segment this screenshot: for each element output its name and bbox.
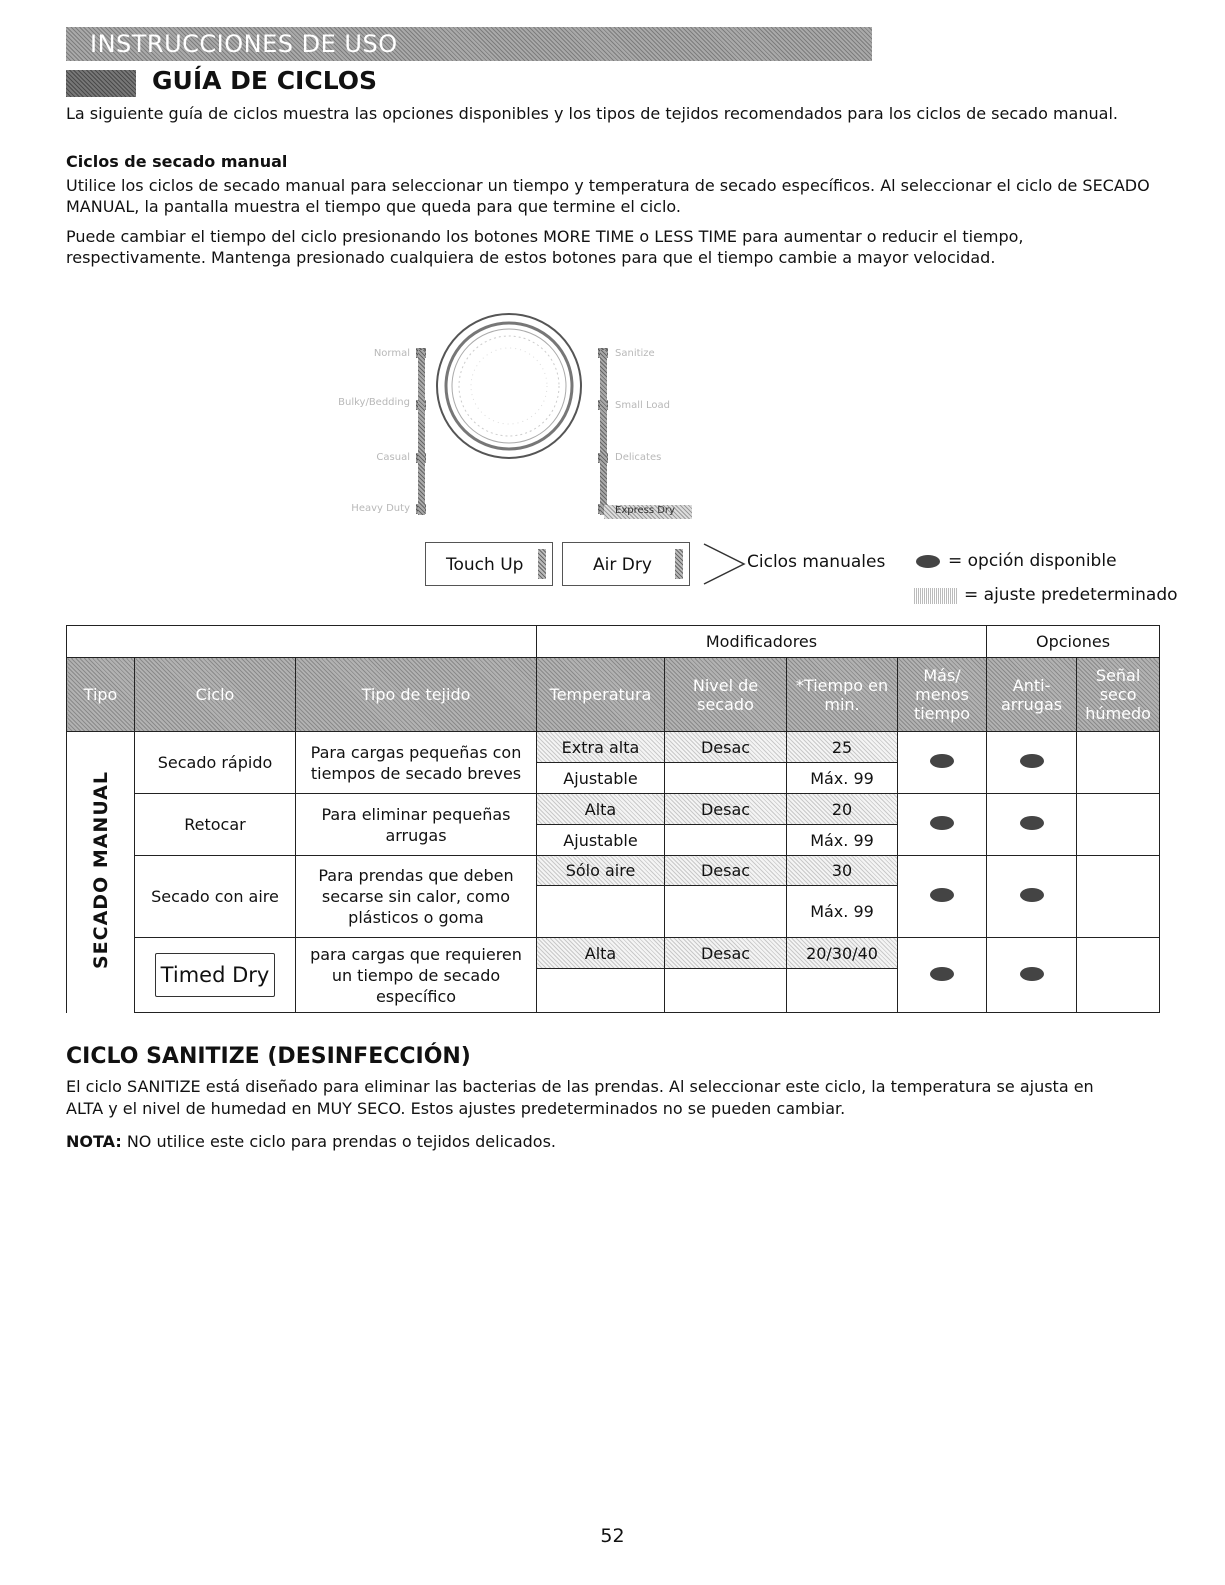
sanitize-title: CICLO SANITIZE (DESINFECCIÓN) bbox=[66, 1044, 471, 1069]
dial-knob bbox=[428, 255, 590, 517]
dial-label-normal: Normal bbox=[373, 348, 410, 359]
col-header-damp-signal: Señal seco húmedo bbox=[1077, 658, 1160, 732]
table-row bbox=[67, 794, 1160, 825]
note-label: NOTA: bbox=[66, 1132, 122, 1151]
table-row bbox=[67, 856, 1160, 886]
col-header-temperature: Temperatura bbox=[537, 658, 665, 732]
time-max: Máx. 99 bbox=[787, 886, 898, 938]
col-header-time: *Tiempo en min. bbox=[787, 658, 898, 732]
cycle-cell: Retocar bbox=[135, 794, 296, 856]
level-adjust bbox=[665, 763, 787, 794]
cycle-guide-table bbox=[66, 625, 1160, 1013]
temp-default: Extra alta bbox=[537, 732, 665, 763]
legend-default: = ajuste predeterminado bbox=[964, 585, 1178, 605]
legend-available: = opción disponible bbox=[948, 551, 1117, 571]
available-dot-icon bbox=[916, 555, 940, 568]
table-row bbox=[67, 938, 1160, 969]
type-cell bbox=[67, 732, 135, 1013]
manual-paragraph-1a: Utilice los ciclos de secado manual para seleccionar un tiempo y temperatura de secado específicos. Al seleccionar el ciclo de SECADO bbox=[66, 176, 1150, 195]
time-max bbox=[787, 969, 898, 1013]
air-dry-label: Air Dry bbox=[593, 555, 652, 575]
dial-label-casual: Casual bbox=[376, 452, 410, 463]
dial-label-delicates: Delicates bbox=[615, 452, 662, 463]
manual-cycles-label: Ciclos manuales bbox=[747, 552, 886, 572]
temp-adjust: Ajustable bbox=[537, 763, 665, 794]
cycle-cell: Secado con aire bbox=[135, 856, 296, 938]
intro-text: La siguiente guía de ciclos muestra las opciones disponibles y los tipos de tejidos recomendados para los ciclos de secado manual. bbox=[66, 104, 1118, 123]
col-header-type: Tipo bbox=[67, 658, 135, 732]
time-default: 20/30/40 bbox=[787, 938, 898, 969]
temp-default: Sólo aire bbox=[537, 856, 665, 886]
temp-adjust: Ajustable bbox=[537, 825, 665, 856]
dial-label-small-load: Small Load bbox=[615, 400, 670, 411]
col-header-cycle: Ciclo bbox=[135, 658, 296, 732]
options-header: Opciones bbox=[987, 626, 1160, 658]
dial-illustration bbox=[320, 255, 720, 525]
table-row bbox=[67, 732, 1160, 763]
temp-default: Alta bbox=[537, 938, 665, 969]
cycle-cell: Secado rápido bbox=[135, 732, 296, 794]
available-dot-icon bbox=[1020, 967, 1044, 981]
level-adjust bbox=[665, 825, 787, 856]
fabric-cell: Para cargas pequeñas con tiempos de secado breves bbox=[296, 732, 537, 794]
dial-label-bulky: Bulky/Bedding bbox=[338, 397, 410, 408]
level-adjust bbox=[665, 886, 787, 938]
temp-default: Alta bbox=[537, 794, 665, 825]
manual-title: Ciclos de secado manual bbox=[66, 152, 288, 171]
col-header-wrinkle: Anti- arrugas bbox=[987, 658, 1077, 732]
dial-label-express-dry: Express Dry bbox=[615, 505, 675, 516]
available-dot-icon bbox=[1020, 816, 1044, 830]
section-banner: INSTRUCCIONES DE USO bbox=[66, 27, 872, 61]
sanitize-paragraph-a: El ciclo SANITIZE está diseñado para eliminar las bacterias de las prendas. Al seleccionar este ciclo, la temperatura se ajusta en bbox=[66, 1077, 1094, 1096]
level-default: Desac bbox=[665, 856, 787, 886]
touch-up-label: Touch Up bbox=[446, 555, 524, 575]
temp-adjust bbox=[537, 886, 665, 938]
note-text: NO utilice este ciclo para prendas o tejidos delicados. bbox=[121, 1132, 556, 1151]
manual-paragraph-2b: respectivamente. Mantenga presionado cualquiera de estos botones para que el tiempo cambie a mayor velocidad. bbox=[66, 248, 996, 267]
page-title: GUÍA DE CICLOS bbox=[152, 66, 377, 95]
sanitize-paragraph-b: ALTA y el nivel de humedad en MUY SECO. Estos ajustes predeterminados no se pueden cambiar. bbox=[66, 1099, 846, 1118]
type-label: SECADO MANUAL bbox=[89, 771, 112, 970]
manual-paragraph-2a: Puede cambiar el tiempo del ciclo presionando los botones MORE TIME o LESS TIME para aumentar o reducir el tiempo, bbox=[66, 227, 1024, 246]
col-header-more-less: Más/ menos tiempo bbox=[898, 658, 987, 732]
fabric-cell: Para prendas que deben secarse sin calor, como plásticos o goma bbox=[296, 856, 537, 938]
page-number: 52 bbox=[600, 1525, 625, 1547]
level-adjust bbox=[665, 969, 787, 1013]
touch-up-button bbox=[425, 542, 553, 586]
available-dot-icon bbox=[1020, 888, 1044, 902]
time-max: Máx. 99 bbox=[787, 763, 898, 794]
default-swatch-icon bbox=[914, 588, 958, 604]
available-dot-icon bbox=[930, 754, 954, 768]
col-header-fabric: Tipo de tejido bbox=[296, 658, 537, 732]
available-dot-icon bbox=[930, 888, 954, 902]
available-dot-icon bbox=[930, 967, 954, 981]
time-default: 20 bbox=[787, 794, 898, 825]
fabric-cell: Para eliminar pequeñas arrugas bbox=[296, 794, 537, 856]
heading-marker bbox=[66, 70, 136, 97]
time-default: 30 bbox=[787, 856, 898, 886]
dial-label-sanitize: Sanitize bbox=[615, 348, 655, 359]
bracket-arrow-icon bbox=[700, 540, 748, 588]
level-default: Desac bbox=[665, 938, 787, 969]
cycle-cell bbox=[135, 938, 296, 1013]
sanitize-note bbox=[66, 1131, 556, 1152]
time-max: Máx. 99 bbox=[787, 825, 898, 856]
manual-paragraph-1b: MANUAL, la pantalla muestra el tiempo que queda para que termine el ciclo. bbox=[66, 197, 681, 216]
available-dot-icon bbox=[1020, 754, 1044, 768]
modifiers-header: Modificadores bbox=[537, 626, 987, 658]
air-dry-button bbox=[562, 542, 690, 586]
col-header-dry-level: Nivel de secado bbox=[665, 658, 787, 732]
level-default: Desac bbox=[665, 732, 787, 763]
timed-dry-label: Timed Dry bbox=[155, 953, 275, 997]
fabric-cell: para cargas que requieren un tiempo de secado específico bbox=[296, 938, 537, 1013]
available-dot-icon bbox=[930, 816, 954, 830]
temp-adjust bbox=[537, 969, 665, 1013]
time-default: 25 bbox=[787, 732, 898, 763]
level-default: Desac bbox=[665, 794, 787, 825]
dial-label-heavy: Heavy Duty bbox=[351, 503, 410, 514]
